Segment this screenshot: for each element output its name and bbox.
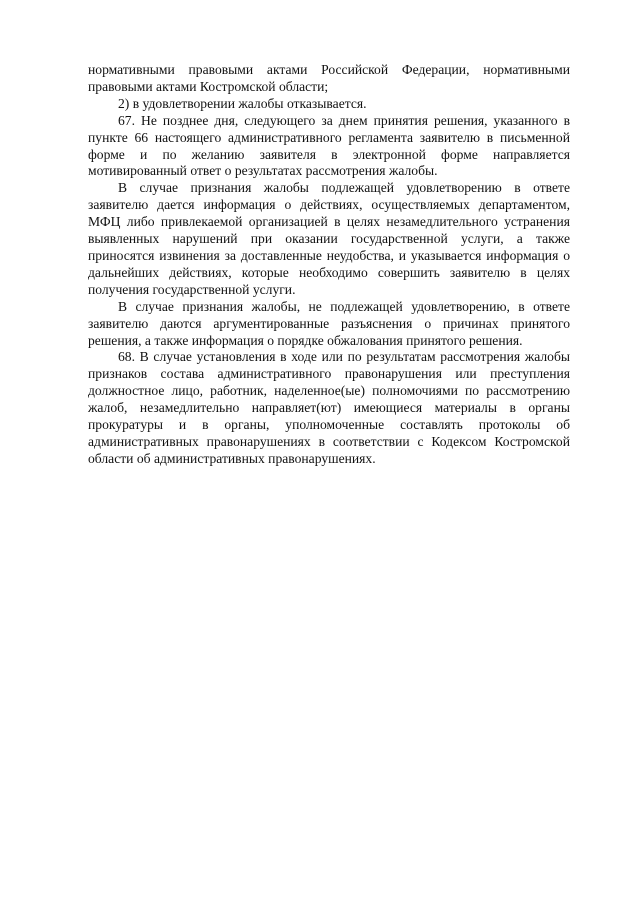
- paragraph-complaint-rejected: В случае признания жалобы, не подлежащей удовлетворению, в ответе заявителю даются аргументированные разъяснения о причинах принятого решения, а также информация о порядке обжалования принятого решения.: [88, 298, 570, 348]
- paragraph-complaint-satisfied: В случае признания жалобы подлежащей удовлетворению в ответе заявителю дается информация о действиях, осуществляемых департаментом, МФЦ либо привлекаемой организацией в целях незамедлительного устранения выявленных нарушений при оказании государственной услуги, а также приносятся извинения за доставленные неудобства, и указывается информация о дальнейших действиях, которые необходимо совершить заявителю в целях получения государственной услуги.: [88, 180, 570, 297]
- paragraph-clause-67: 67. Не позднее дня, следующего за днем принятия решения, указанного в пункте 66 настоящего административного регламента заявителю в письменной форме и по желанию заявителя в электронной форме направляется мотивированный ответ о результатах рассмотрения жалобы.: [88, 112, 570, 179]
- paragraph-clause-68: 68. В случае установления в ходе или по результатам рассмотрения жалобы признаков состава административного правонарушения или преступления должностное лицо, работник, наделенное(ые) полномочиями по рассмотрению жалоб, незамедлительно направляет(ют) имеющиеся материалы в органы прокуратуры и в органы, уполномоченные составлять протоколы об административных правонарушениях в соответствии с Кодексом Костромской области об административных правонарушениях.: [88, 349, 570, 466]
- paragraph-continuation: нормативными правовыми актами Российской Федерации, нормативными правовыми актами Костромской области;: [88, 62, 570, 94]
- document-body: [88, 62, 570, 468]
- paragraph-refusal-item: 2) в удовлетворении жалобы отказывается.: [118, 95, 367, 111]
